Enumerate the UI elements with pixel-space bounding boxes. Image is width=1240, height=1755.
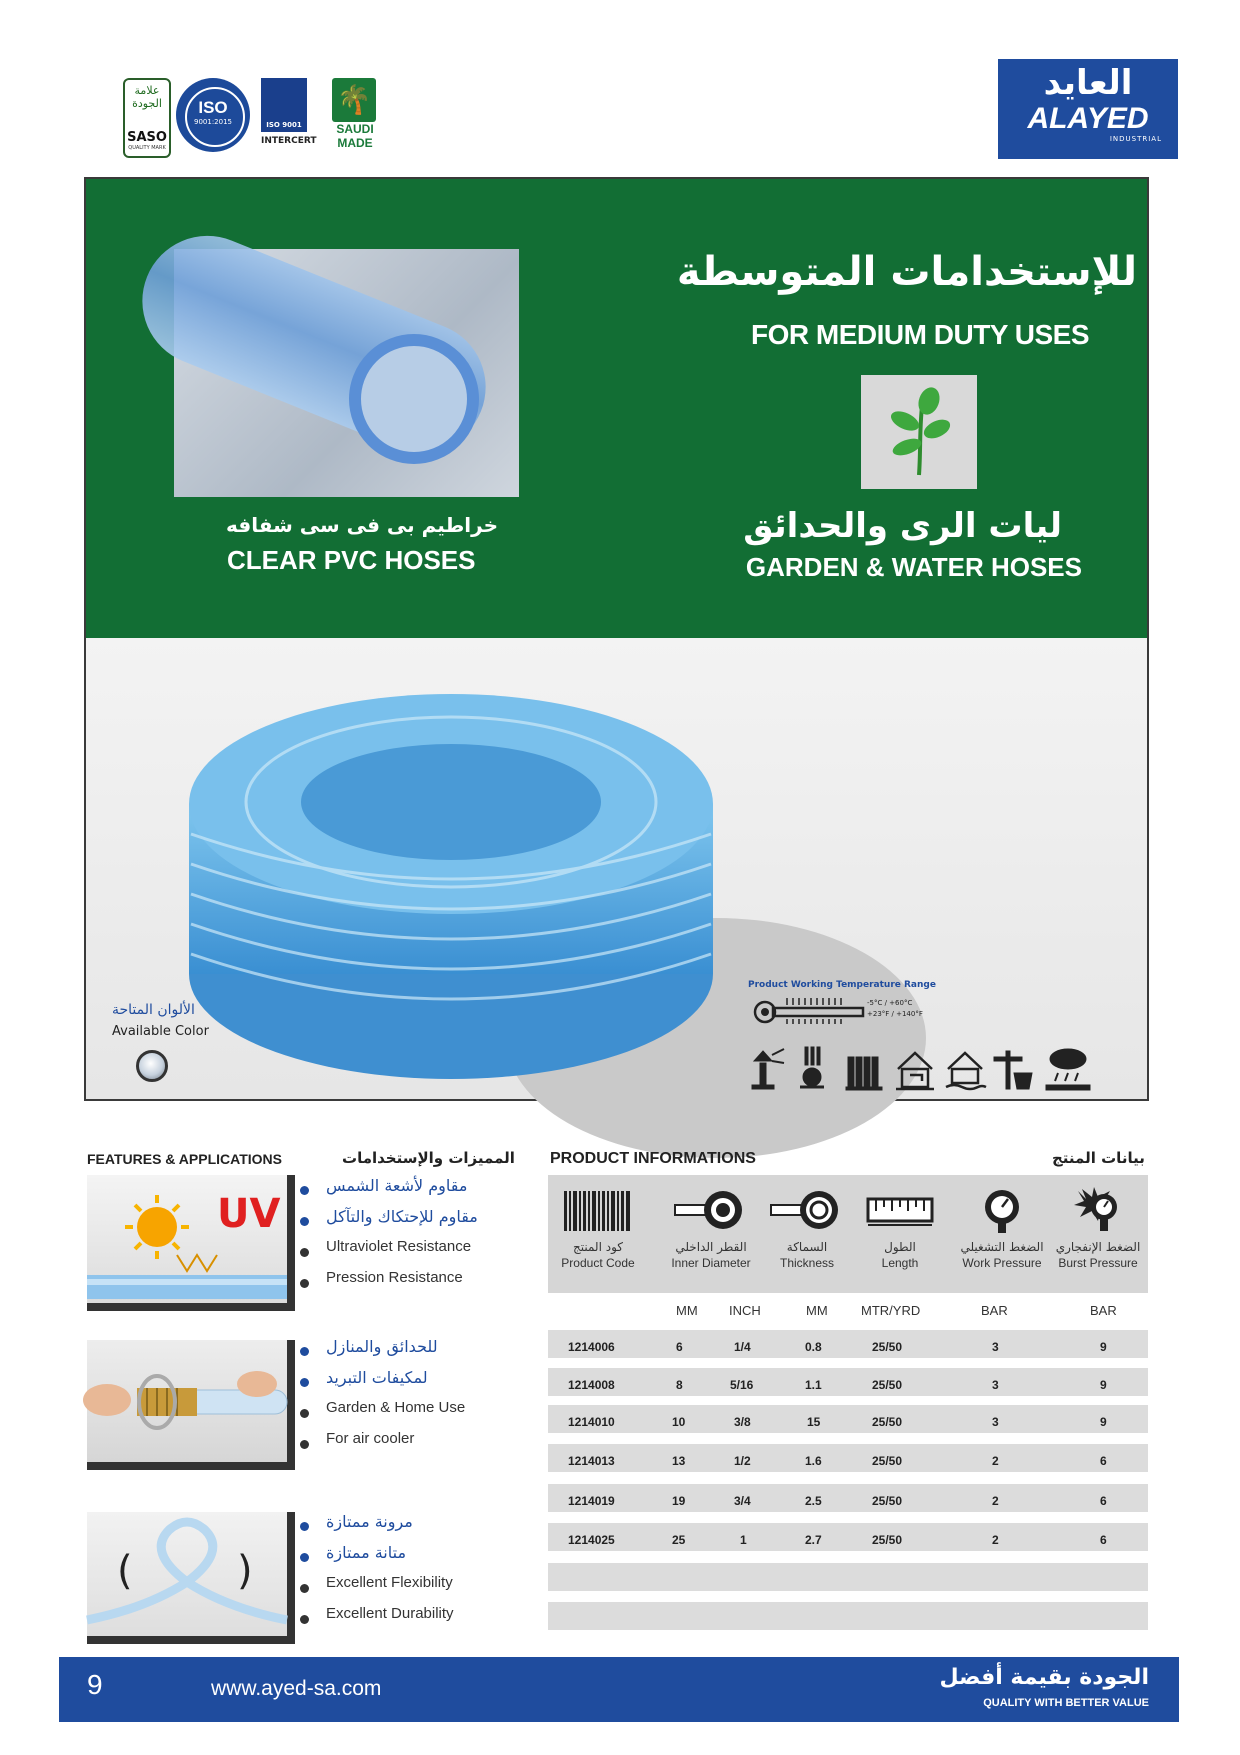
cell-length: 25/50 <box>872 1415 903 1429</box>
column-work-pressure <box>948 1175 1056 1293</box>
list-item <box>298 1512 538 1543</box>
feature-text: For air cooler <box>326 1430 415 1447</box>
usage-icons-row <box>750 1043 1110 1093</box>
cell-mm: 6 <box>676 1340 683 1354</box>
inner-diameter-icon <box>658 1175 764 1237</box>
feature-text: Garden & Home Use <box>326 1399 466 1416</box>
cell-mm: 25 <box>672 1533 686 1547</box>
column-label-ar: السماكة <box>786 1240 828 1254</box>
feature-text: متانة ممتازة <box>326 1543 407 1562</box>
ruler-icon <box>850 1175 950 1237</box>
temp-f-text: +23°F / +140°F <box>867 1010 923 1018</box>
cell-length: 25/50 <box>872 1454 903 1468</box>
list-item <box>298 1207 538 1238</box>
feature-text: Pression Resistance <box>326 1269 463 1286</box>
slogan-ar: الجودة بقيمة أفضل <box>939 1665 1149 1690</box>
cell-work-pressure: 2 <box>992 1454 999 1468</box>
product-info-header <box>548 1175 1148 1293</box>
unit-mm-thickness: MM <box>806 1303 828 1318</box>
cell-length: 25/50 <box>872 1533 903 1547</box>
bullet-dot <box>300 1347 309 1356</box>
column-thickness <box>754 1175 860 1293</box>
bullet-dot <box>300 1584 309 1593</box>
cell-burst-pressure: 6 <box>1100 1494 1107 1508</box>
bullet-dot <box>300 1440 309 1449</box>
feature-text: مرونة ممتازة <box>326 1512 413 1531</box>
product-info-title-ar: بيانات المنتج <box>1052 1149 1145 1167</box>
bullet-dot <box>300 1378 309 1387</box>
column-label-en: Length <box>881 1256 919 1270</box>
bullet-dot <box>300 1279 309 1288</box>
tap-bucket-icon <box>994 1051 1032 1089</box>
pressure-gauge-icon <box>948 1175 1056 1237</box>
page-number: 9 <box>87 1669 103 1700</box>
bullet-dot <box>300 1409 309 1418</box>
unit-bar-burst: BAR <box>1090 1303 1117 1318</box>
column-inner-diameter <box>658 1175 764 1293</box>
cell-code: 1214025 <box>568 1533 615 1547</box>
thermometer-icon <box>753 992 923 1030</box>
cell-thickness: 2.7 <box>805 1533 822 1547</box>
cell-work-pressure: 3 <box>992 1340 999 1354</box>
bullet-dot <box>300 1553 309 1562</box>
uv-resistance-image <box>87 1175 295 1311</box>
column-label-en: Thickness <box>779 1256 835 1270</box>
unit-bar-work: BAR <box>981 1303 1008 1318</box>
table-row-empty <box>548 1563 1148 1591</box>
intercert-name: INTERCERT <box>261 136 317 146</box>
list-item <box>298 1368 538 1399</box>
table-row-empty <box>548 1602 1148 1630</box>
table-row <box>548 1484 1148 1512</box>
thickness-icon <box>754 1175 860 1237</box>
cell-code: 1214008 <box>568 1378 615 1392</box>
brand-ar-name: العايد <box>1043 63 1133 103</box>
cell-code: 1214006 <box>568 1340 615 1354</box>
iso-standard: 9001:2015 <box>194 118 232 126</box>
product-banner <box>84 177 1149 638</box>
website-link[interactable]: www.ayed-sa.com <box>211 1677 382 1700</box>
list-item <box>298 1238 538 1269</box>
list-item <box>298 1543 538 1574</box>
banner-ar-clear: خراطيم بى فى سى شفافه <box>226 513 499 537</box>
column-length <box>850 1175 950 1293</box>
burst-gauge-icon <box>1048 1175 1148 1237</box>
radiator-icon <box>846 1057 882 1090</box>
table-row <box>548 1444 1148 1472</box>
list-item <box>298 1269 538 1300</box>
cell-code: 1214013 <box>568 1454 615 1468</box>
feature-text: لمكيفات التبريد <box>326 1368 428 1387</box>
cell-burst-pressure: 9 <box>1100 1415 1107 1429</box>
plant-roots-icon <box>800 1047 824 1087</box>
table-row <box>548 1523 1148 1551</box>
cell-code: 1214019 <box>568 1494 615 1508</box>
plant-leaf-icon <box>861 375 977 489</box>
product-info-title-en: PRODUCT INFORMATIONS <box>550 1150 756 1167</box>
cell-length: 25/50 <box>872 1340 903 1354</box>
rain-icon <box>1046 1049 1090 1090</box>
feature-text: Excellent Durability <box>326 1605 454 1622</box>
bullet-dot <box>300 1248 309 1257</box>
feature-text: مقاوم لأشعة الشمس <box>326 1176 468 1195</box>
paren-right: ) <box>237 1548 253 1594</box>
hose-fitting-image <box>87 1340 295 1470</box>
feature-text: مقاوم للإحتكاك والتآكل <box>326 1207 478 1226</box>
column-label-ar: الطول <box>884 1240 916 1254</box>
bullet-dot <box>300 1522 309 1531</box>
cell-inch: 1/2 <box>734 1454 751 1468</box>
list-item <box>298 1176 538 1207</box>
banner-en-clear: CLEAR PVC HOSES <box>227 545 476 575</box>
list-item <box>298 1430 538 1461</box>
cell-burst-pressure: 6 <box>1100 1533 1107 1547</box>
unit-mm: MM <box>676 1303 698 1318</box>
intercert-badge <box>261 78 307 132</box>
bullet-dot <box>300 1186 309 1195</box>
column-product-code <box>548 1175 648 1293</box>
column-label-en: Work Pressure <box>962 1256 1042 1270</box>
iso-title: ISO <box>198 98 228 117</box>
saudi-made-line1: SAUDI <box>336 122 374 136</box>
intercert-logo <box>261 78 321 148</box>
column-label-en: Inner Diameter <box>671 1256 751 1270</box>
slogan-en: QUALITY WITH BETTER VALUE <box>983 1697 1149 1709</box>
alayed-brand-logo <box>998 59 1178 159</box>
brand-en-name: ALAYED <box>1027 102 1149 135</box>
list-item <box>298 1605 538 1636</box>
cell-code: 1214010 <box>568 1415 615 1429</box>
cell-burst-pressure: 9 <box>1100 1340 1107 1354</box>
cell-work-pressure: 2 <box>992 1494 999 1508</box>
hose-coil-image <box>181 684 731 1094</box>
table-row <box>548 1330 1148 1358</box>
page-footer <box>59 1657 1179 1722</box>
temperature-range-label: Product Working Temperature Range <box>748 980 936 990</box>
features-title-ar: المميزات والإستخدامات <box>342 1149 515 1167</box>
palm-tree-icon: 🌴 <box>332 78 376 122</box>
cell-inch: 1 <box>740 1533 747 1547</box>
cell-work-pressure: 2 <box>992 1533 999 1547</box>
flexible-hose-loop-image <box>87 1512 295 1644</box>
cell-burst-pressure: 9 <box>1100 1378 1107 1392</box>
saso-label: SASO <box>127 130 167 145</box>
column-label-ar: كود المنتج <box>573 1240 623 1254</box>
cell-thickness: 0.8 <box>805 1340 822 1354</box>
saso-ar-label: علامة الجودة <box>132 84 162 110</box>
cell-burst-pressure: 6 <box>1100 1454 1107 1468</box>
clear-hose-photo <box>174 249 519 497</box>
cell-inch: 3/4 <box>734 1494 751 1508</box>
cell-inch: 3/8 <box>734 1415 751 1429</box>
cell-mm: 19 <box>672 1494 686 1508</box>
cell-length: 25/50 <box>872 1378 903 1392</box>
features-title-en: FEATURES & APPLICATIONS <box>87 1151 282 1167</box>
saudi-made-logo <box>332 78 378 156</box>
hose-end-ring <box>349 334 479 464</box>
brand-sub: INDUSTRIAL <box>1109 135 1162 143</box>
cell-thickness: 1.6 <box>805 1454 822 1468</box>
cell-thickness: 15 <box>807 1415 821 1429</box>
bullet-dot <box>300 1615 309 1624</box>
cell-inch: 1/4 <box>734 1340 751 1354</box>
house-tap-icon <box>896 1053 934 1089</box>
cell-thickness: 1.1 <box>805 1378 822 1392</box>
features-list-flex <box>298 1512 538 1636</box>
iso-inner-ring <box>185 87 245 147</box>
sprinkler-icon <box>752 1049 784 1089</box>
bullet-dot <box>300 1217 309 1226</box>
features-list-use <box>298 1337 538 1461</box>
column-label-ar: الضغط الإنفجاري <box>1055 1240 1141 1254</box>
feature-text: للحدائق والمنازل <box>326 1337 438 1356</box>
saudi-made-line2: MADE <box>337 136 373 150</box>
table-row <box>548 1405 1148 1433</box>
house-flood-icon <box>946 1053 986 1089</box>
list-item <box>298 1574 538 1605</box>
list-item <box>298 1337 538 1368</box>
saso-quality-mark-logo <box>123 78 171 158</box>
unit-inch: INCH <box>729 1303 761 1318</box>
paren-left: ( <box>117 1548 133 1594</box>
feature-text: Ultraviolet Resistance <box>326 1238 472 1255</box>
cell-mm: 10 <box>672 1415 686 1429</box>
iso-certified-logo <box>176 78 250 152</box>
feature-text: Excellent Flexibility <box>326 1574 453 1591</box>
barcode-icon <box>548 1175 648 1237</box>
cell-mm: 8 <box>676 1378 683 1392</box>
banner-en-title: FOR MEDIUM DUTY USES <box>751 319 1089 350</box>
cell-length: 25/50 <box>872 1494 903 1508</box>
clear-color-swatch <box>136 1050 168 1082</box>
available-color-en: Available Color <box>112 1024 209 1039</box>
column-label-en: Burst Pressure <box>1058 1256 1138 1270</box>
list-item <box>298 1399 538 1430</box>
column-label-en: Product Code <box>561 1256 635 1270</box>
cell-inch: 5/16 <box>730 1378 754 1392</box>
column-label-ar: الضغط التشغيلي <box>960 1240 1044 1254</box>
product-image-area <box>84 638 1149 1101</box>
cell-work-pressure: 3 <box>992 1415 999 1429</box>
table-row <box>548 1368 1148 1396</box>
cell-mm: 13 <box>672 1454 686 1468</box>
column-label-ar: القطر الداخلي <box>675 1240 747 1254</box>
column-burst-pressure <box>1048 1175 1148 1293</box>
cell-work-pressure: 3 <box>992 1378 999 1392</box>
banner-ar-title: للإستخدامات المتوسطة <box>676 249 1137 295</box>
intercert-badge-text: ISO 9001 <box>266 121 302 129</box>
unit-mtr-yrd: MTR/YRD <box>861 1303 921 1318</box>
temp-c-text: -5°C / +60°C <box>867 999 913 1007</box>
uv-label: UV <box>217 1191 281 1237</box>
banner-ar-garden: ليات الرى والحدائق <box>743 506 1062 546</box>
cell-thickness: 2.5 <box>805 1494 822 1508</box>
saso-sub-label: QUALITY MARK <box>128 145 166 151</box>
available-color-ar: الألوان المتاحة <box>112 1002 195 1018</box>
banner-en-garden: GARDEN & WATER HOSES <box>745 552 1082 582</box>
features-list-uv <box>298 1176 538 1300</box>
